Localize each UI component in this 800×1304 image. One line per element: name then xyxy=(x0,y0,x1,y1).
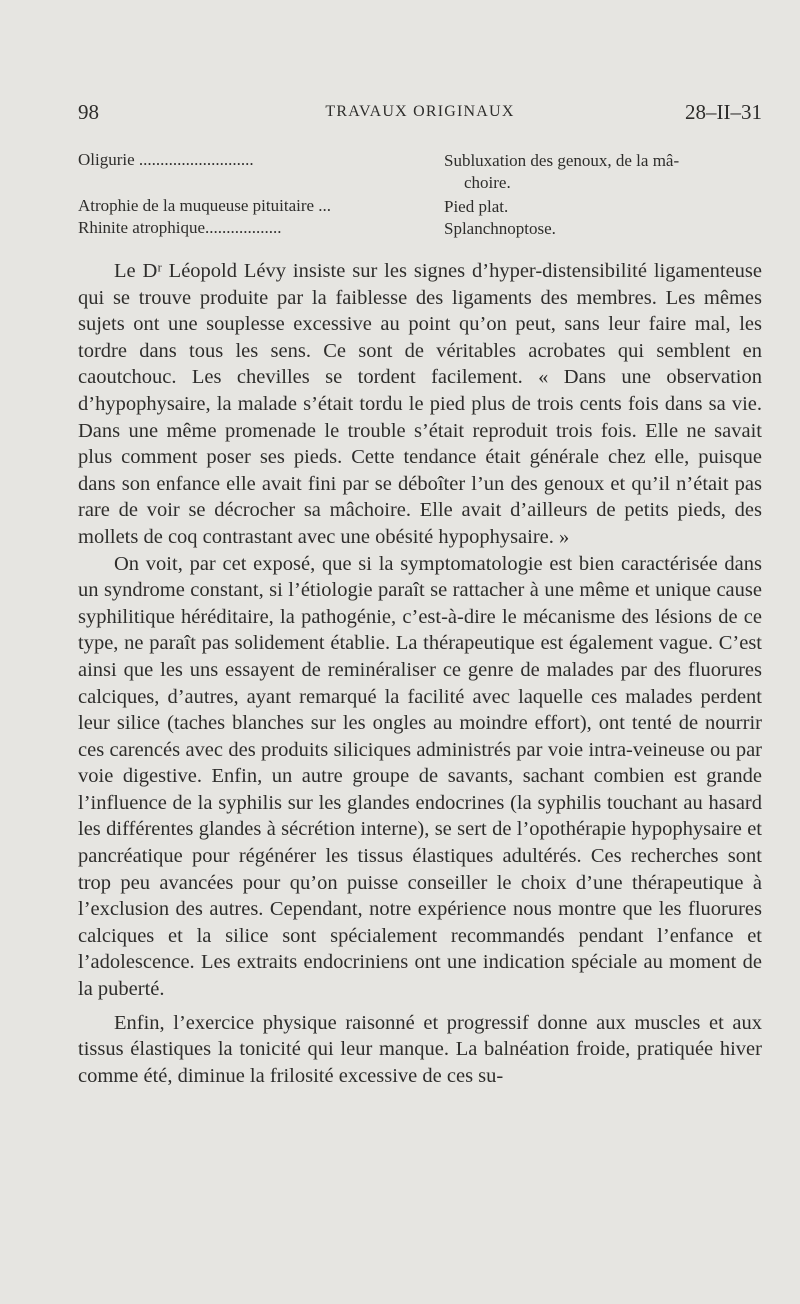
symptom-left: Oligurie ........................... xyxy=(78,150,254,169)
symptom-right-text: Subluxation des genoux, de la mâ- xyxy=(444,151,680,170)
running-title: TRAVAUX ORIGINAUX xyxy=(325,103,515,120)
symptom-right: Pied plat. xyxy=(444,197,509,216)
issue-date: 28–II–31 xyxy=(685,100,762,124)
symptom-right: Splanchnoptose. xyxy=(444,219,556,238)
body-text xyxy=(78,258,762,1089)
paragraph: Le Dʳ Léopold Lévy insiste sur les signes d’hyper-distensibilité ligamenteuse qui se trouve produite par la faiblesse des ligaments des membres. Les mêmes sujets ont une souplesse excessive au point qu’on peut, sans leur faire mal, les tordre dans tous les sens. Ce sont de véritables acrobates qui semblent en caoutchouc. Les chevilles se tordent facilement. « Dans une observation d’hypophysaire, la malade s’était tordu le pied plus de trois cents fois dans sa vie. Dans une même promenade le trouble s’était reproduit trois fois. Elle ne savait plus comment poser ses pieds. Cette tendance était générale chez elle, puisque dans son enfance elle avait fini par se déboîter l’un des genoux et qu’il n’était pas rare de voir se décrocher sa mâchoire. Elle avait d’ailleurs de petits pieds, des mollets de coq contrastant avec une obésité hypophysaire. » xyxy=(78,260,762,548)
symptom-right xyxy=(444,150,762,194)
running-header xyxy=(78,100,762,132)
symptom-left: Atrophie de la muqueuse pituitaire ... xyxy=(78,196,332,215)
paragraph: On voit, par cet exposé, que si la symptomatologie est bien caractérisée dans un syndrome constant, si l’étiologie paraît se rattacher à une même et unique cause syphilitique héréditaire, la pathogénie, c’est-à-dire le mécanisme des lésions de ce type, ne paraît pas solidement établie. La thérapeutique est également vague. C’est ainsi que les uns essayent de reminéraliser ce genre de malades par des fluorures calciques, d’autres, ayant remarqué la facilité avec laquelle ces malades perdent leur silice (taches blanches sur les ongles au moindre effort), ont tenté de nourrir ces carencés avec des produits siliciques administrés par voie intra-veineuse ou par voie digestive. Enfin, un autre groupe de savants, sachant combien est grande l’influence de la syphilis sur les glandes endocrines (la syphilis touchant au hasard les différentes glandes à sécrétion interne), se sert de l’opothérapie hypophysaire et pancréatique pour régénérer les tissus élastiques adultérés. Ces recherches sont trop peu avancées pour qu’on puisse conseiller le choix d’une thérapeutique à l’exclusion des autres. Cependant, notre expérience nous montre que les fluorures calciques et la silice sont spécialement recommandés pendant l’enfance et l’adolescence. Les extraits endocriniens ont une indication spéciale au moment de la puberté. xyxy=(78,552,762,1001)
symptom-left: Rhinite atrophique.................. xyxy=(78,218,282,237)
page-number: 98 xyxy=(78,100,99,124)
symptom-right-continuation: choire. xyxy=(464,173,511,192)
paragraph: Enfin, l’exercice physique raisonné et progressif donne aux muscles et aux tissus élastiques la tonicité qui leur manque. La balnéation froide, pratiquée hiver comme été, diminue la frilosité excessive de ces su- xyxy=(78,1011,762,1087)
